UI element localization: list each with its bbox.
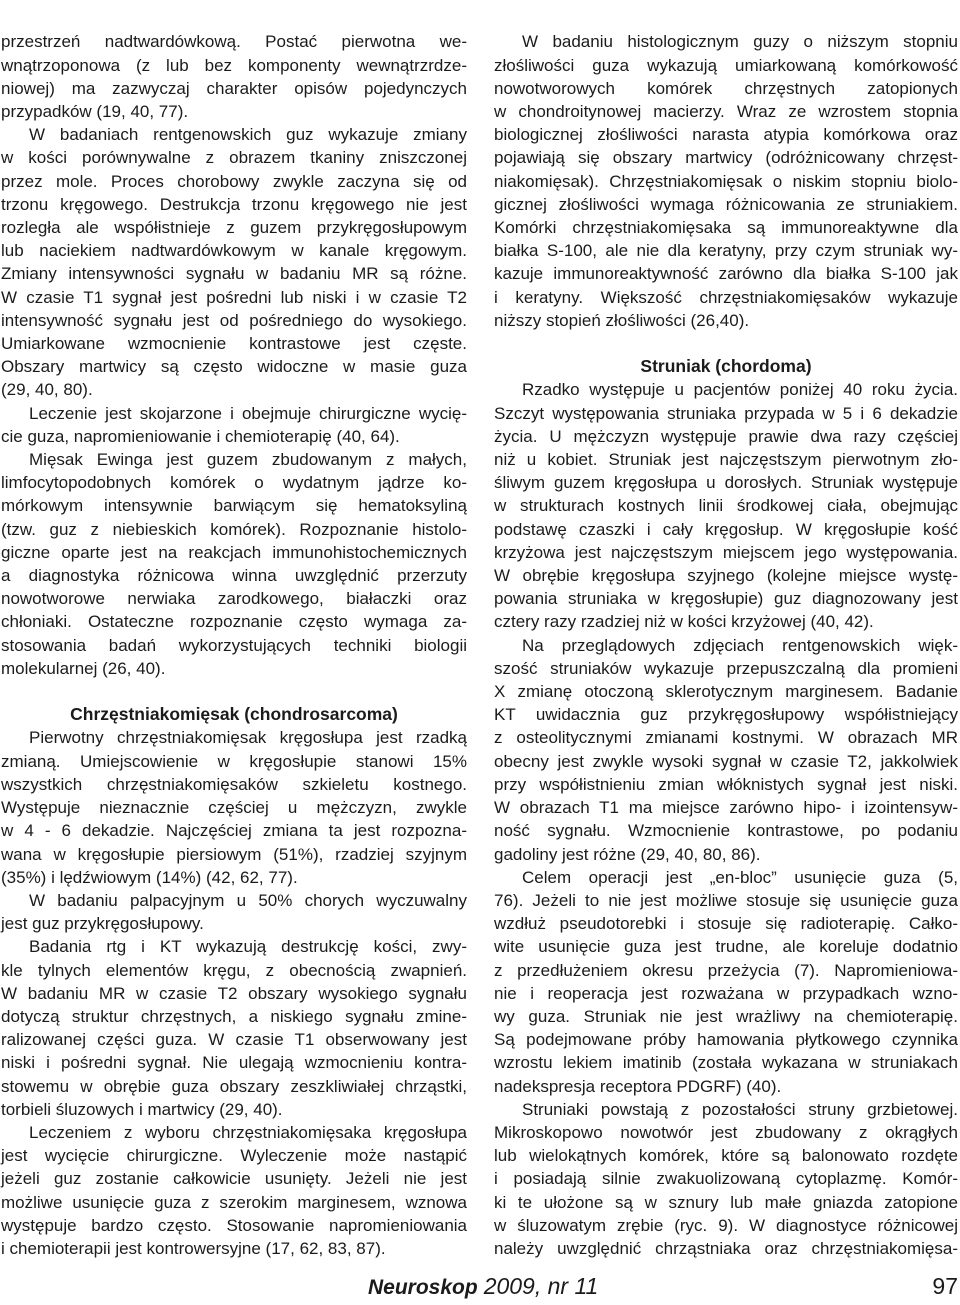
section-heading: Struniak (chordoma): [640, 356, 812, 377]
text-line: nadekspresja receptora PDGRF) (40).: [494, 1076, 782, 1096]
left-column: [1, 30, 467, 1260]
text-line: W obrębie kręgosłupa szyjnego (kolejne miejsce wystę-: [494, 566, 958, 586]
text-line: Na przeglądowych zdjęciach rentgenowskich więk-: [522, 635, 958, 655]
text-line: Obszary martwicy są często widoczne w masie guza: [1, 357, 467, 377]
paragraph: [1, 123, 467, 401]
text-line: w chondroitynowej macierzy. Wraz ze wzrostem stopnia: [494, 102, 958, 121]
text-line: W badaniu histologicznym guzy o niższym stopniu: [522, 32, 958, 52]
text-line: śliwym guzem kręgosłupa u dorosłych. Struniak występuje: [494, 473, 958, 493]
text-line: Występuje nieznacznie częściej u mężczyzn, zwykle: [1, 798, 467, 818]
text-line: pojawiają się obszary martwicy (odróżnicowany chrzęst-: [494, 148, 958, 168]
text-line: giczne oparte jest na reakcjach immunohistochemicznych: [1, 542, 467, 562]
text-line: jest guz przykręgosłupowy.: [1, 914, 204, 934]
journal-issue: 2009, nr 11: [483, 1273, 599, 1299]
text-line: przestrzeń nadtwardówkową. Postać pierwotna we-: [1, 32, 467, 52]
text-line: w kości porównywalne z obrazem tkaniny zniszczonej: [1, 148, 467, 168]
text-line: X zmianę otoczoną sklerotycznym marginesem. Badanie: [494, 682, 958, 702]
page-footer: [368, 1271, 598, 1301]
text-line: wite usunięcie guza jest trudne, ale koreluje dodatnio: [494, 937, 958, 957]
text-line: jeżeli guz zostanie całkowicie usunięty. Jeżeli nie jest: [1, 1169, 467, 1189]
text-line: W badaniach rentgenowskich guz wykazuje zmiany: [29, 125, 467, 145]
journal-name: Neuroskop: [368, 1276, 478, 1299]
text-line: w śluzowatym zrębie (ryc. 9). W diagnostyce różnicowej: [494, 1215, 958, 1235]
text-line: gadoliny jest różne (29, 40, 80, 86).: [494, 844, 761, 864]
text-line: (29, 40, 80).: [1, 380, 93, 400]
paragraph: [1, 448, 467, 680]
text-line: przez mole. Proces chorobowy zwykle zaczyna się od: [1, 171, 467, 191]
text-line: rozległa ale współistnieje z guzem przykręgosłupowym: [1, 218, 467, 238]
paragraph: [494, 30, 958, 332]
text-line: obecny jest zwykle wysoki sygnał w czasie T2, jakkolwiek: [494, 751, 958, 771]
text-line: cztery razy rzadziej niż w kości krzyżowej (40, 42).: [494, 612, 874, 632]
text-line: i keratyny. Większość chrzęstniakomięsaków wykazuje: [494, 287, 958, 307]
text-line: kazuje immunoreaktywność zarówno dla białka S-100 jak: [494, 264, 958, 284]
text-line: jest wycięcie chirurgiczne. Wyleczenie może nastąpić: [1, 1146, 467, 1166]
right-column: [494, 30, 958, 1260]
text-line: w strukturach kostnych linii środkowej ciała, obejmując: [494, 496, 958, 516]
text-line: i posiadają silnie zwakuolizowaną cytoplazmę. Komór-: [494, 1169, 958, 1189]
text-line: stosowania badań wykorzystujących techniki biologii: [1, 635, 467, 655]
text-line: powania struniaka w kręgosłupie) guz diagnozowany jest: [494, 589, 958, 609]
text-line: limfocytopodobnych komórek o wydatnym jądrze ko-: [1, 473, 467, 493]
text-line: Mikroskopowo nowotwór jest zbudowany z okrągłych: [494, 1122, 958, 1142]
text-line: Umiarkowane wzmocnienie kontrastowe jest częste.: [1, 334, 467, 354]
text-line: intensywność sygnału jest od pośredniego do wysokiego.: [1, 310, 467, 330]
text-line: ralizowanej części guza. W czasie T1 obserwowany jest: [1, 1030, 467, 1050]
text-line: Zmiany intensywności sygnału w badaniu MR są różne.: [1, 264, 467, 284]
paragraph: [494, 634, 958, 866]
text-line: wnątrzoponowa (z lub bez komponenty wewnątrzrdze-: [1, 55, 467, 75]
text-line: lub wielokątnych komórek, które są balonowato rozdęte: [494, 1146, 958, 1166]
text-line: wy guza. Struniak nie jest wrażliwy na chemioterapię.: [494, 1006, 958, 1026]
text-line: życia. U mężczyzn występuje prawie dwa razy częściej: [494, 426, 958, 446]
text-line: wszystkich chrzęstniakomięsaków szkieletu kostnego.: [1, 774, 467, 794]
text-line: W badaniu MR w czasie T2 obszary wysokiego sygnału: [1, 983, 467, 1003]
text-line: gicznej złośliwości wymaga różnicowania ze struniakiem.: [494, 194, 958, 214]
text-line: Leczeniem z wyboru chrzęstniakomięsaka kręgosłupa: [29, 1122, 467, 1142]
text-line: trzonu kręgowego. Destrukcja trzonu kręgowego nie jest: [1, 194, 467, 214]
text-line: niski i pośredni sygnał. Nie ulegają wzmocnieniu kontra-: [1, 1053, 467, 1073]
text-line: przy współistnieniu zmian włóknistych sygnał jest niski.: [494, 774, 958, 794]
text-line: zmianą. Umiejscowienie w kręgosłupie stanowi 15%: [1, 751, 467, 771]
text-line: molekularnej (26, 40).: [1, 658, 166, 678]
page-number: 97: [932, 1273, 958, 1299]
text-line: Są podejmowane próby hamowania płytkowego czynnika: [494, 1030, 958, 1050]
paragraph: [1, 402, 467, 448]
text-line: nie i reoperacja jest rozważana w przypadkach wzno-: [494, 983, 958, 1003]
text-line: niowej) ma zazwyczaj charakter opisów pojedynczych: [1, 78, 467, 98]
paragraph: [1, 889, 467, 935]
text-line: niższy stopień złośliwości (26,40).: [494, 310, 750, 330]
text-line: stowemu w obrębie guza obszary zeszkliwiałej chrząstki,: [1, 1076, 467, 1096]
text-line: należy uwzględnić chrząstniaka oraz chrzęstniakomięsa-: [494, 1238, 958, 1258]
paragraph: [494, 1098, 958, 1260]
text-line: krzyżowa jest najczęstszym miejscem jego występowania.: [494, 542, 958, 562]
paragraph: [494, 866, 958, 1098]
text-line: niakomięsak). Chrzęstniakomięsak o niskim stopniu biolo-: [494, 171, 958, 191]
text-line: w 4 - 6 dekadzie. Najczęściej zmiana ta jest rozpozna-: [1, 821, 467, 841]
text-line: mórkowym intensywnie barwiącym się hematoksyliną: [1, 496, 467, 516]
text-line: dotyczą struktur chrzęstnych, a niskiego sygnału zmine-: [1, 1006, 467, 1026]
text-line: wzdłuż pseudotorebki i stosuje się radioterapię. Całko-: [494, 914, 958, 934]
text-line: z przedłużeniem okresu przeżycia (7). Napromieniowa-: [494, 960, 958, 980]
text-line: a diagnostyka różnicowa winna uwzględnić przerzuty: [1, 566, 467, 586]
text-line: Rzadko występuje u pacjentów poniżej 40 roku życia.: [522, 380, 958, 400]
paragraph: [1, 1121, 467, 1260]
text-line: z osteolitycznymi zmianami kostnymi. W obrazach MR: [494, 728, 958, 748]
paragraph: [494, 378, 958, 633]
text-line: Celem operacji jest „en-bloc” usunięcie guza (5,: [522, 867, 958, 887]
text-line: szość struniaków wykazuje przepuszczalną dla promieni: [494, 658, 958, 678]
text-line: nowotworowe nerwiaka zarodkowego, białaczki oraz: [1, 589, 467, 609]
text-line: Mięsak Ewinga jest guzem zbudowanym z małych,: [29, 450, 467, 470]
text-line: złośliwości guza wykazują umiarkowaną komórkowość: [494, 55, 958, 75]
text-line: wzrostu lekiem imatinib (została wykazana w struniakach: [494, 1053, 958, 1073]
text-line: białka S-100, ale nie dla keratyny, przy czym struniak wy-: [494, 241, 958, 261]
section-heading: Chrzęstniakomięsak (chondrosarcoma): [70, 704, 398, 725]
text-line: W badaniu palpacyjnym u 50% chorych wyczuwalny: [29, 890, 467, 910]
text-line: podstawę czaszki i cały kręgosłup. W kręgosłupie kość: [494, 519, 958, 539]
text-line: Leczenie jest skojarzone i obejmuje chirurgiczne wycię-: [29, 403, 467, 423]
text-line: występuje bardzo często. Stosowanie napromieniowania: [1, 1215, 467, 1235]
paragraph: [1, 726, 467, 888]
text-line: ność sygnału. Wzmocnienie kontrastowe, po podaniu: [494, 821, 958, 841]
text-line: przypadków (19, 40, 77).: [1, 102, 189, 121]
text-line: Szczyt występowania struniaka przypada w 5 i 6 dekadzie: [494, 403, 958, 423]
text-line: KT uwidacznia guz przykręgosłupowy współistniejący: [494, 705, 958, 725]
text-line: Badania rtg i KT wykazują destrukcję kości, zwy-: [29, 937, 467, 957]
text-line: torbieli śluzowych i martwicy (29, 40).: [1, 1099, 283, 1119]
text-line: (tzw. guz z niebieskich komórek). Rozpoznanie histolo-: [1, 519, 467, 539]
text-line: nowotworowych komórek chrzęstnych zatopionych: [494, 78, 958, 98]
text-line: ki te ułożone są w sznury lub małe gniazda zatopione: [494, 1192, 958, 1212]
text-line: W czasie T1 sygnał jest pośredni lub niski i w czasie T2: [1, 287, 467, 307]
text-line: wana w kręgosłupie piersiowym (51%), rzadziej szyjnym: [1, 844, 467, 864]
text-line: i chemioterapii jest kontrowersyjne (17, 62, 83, 87).: [1, 1238, 386, 1258]
text-line: lub naciekiem nadtwardówkowym w kanale kręgowym.: [1, 241, 467, 261]
paragraph: [1, 935, 467, 1121]
text-line: Pierwotny chrzęstniakomięsak kręgosłupa jest rzadką: [29, 728, 467, 748]
text-line: biologicznej złośliwości narasta atypia komórkowa oraz: [494, 125, 958, 145]
paragraph: [1, 30, 467, 123]
text-line: chłoniaki. Ostateczne rozpoznanie często wymaga za-: [1, 612, 467, 632]
text-line: możliwe usunięcie guza z szerokim marginesem, wznowa: [1, 1192, 467, 1212]
text-line: 76). Jeżeli to nie jest możliwe stosuje się usunięcie guza: [494, 890, 958, 910]
text-line: W obrazach T1 ma miejsce zarówno hipo- i izointensyw-: [494, 798, 958, 818]
text-line: kle tylnych elementów kręgu, z obecnością zwapnień.: [1, 960, 467, 980]
text-line: Struniaki powstają z pozostałości struny grzbietowej.: [522, 1099, 958, 1119]
text-line: niż u kobiet. Struniak jest najczęstszym pierwotnym zło-: [494, 450, 958, 470]
text-line: Komórki chrzęstniakomięsaka są immunoreaktywne dla: [494, 218, 958, 238]
text-line: cie guza, napromieniowanie i chemioterapię (40, 64).: [1, 426, 400, 446]
text-line: (35%) i lędźwiowym (14%) (42, 62, 77).: [1, 867, 298, 887]
